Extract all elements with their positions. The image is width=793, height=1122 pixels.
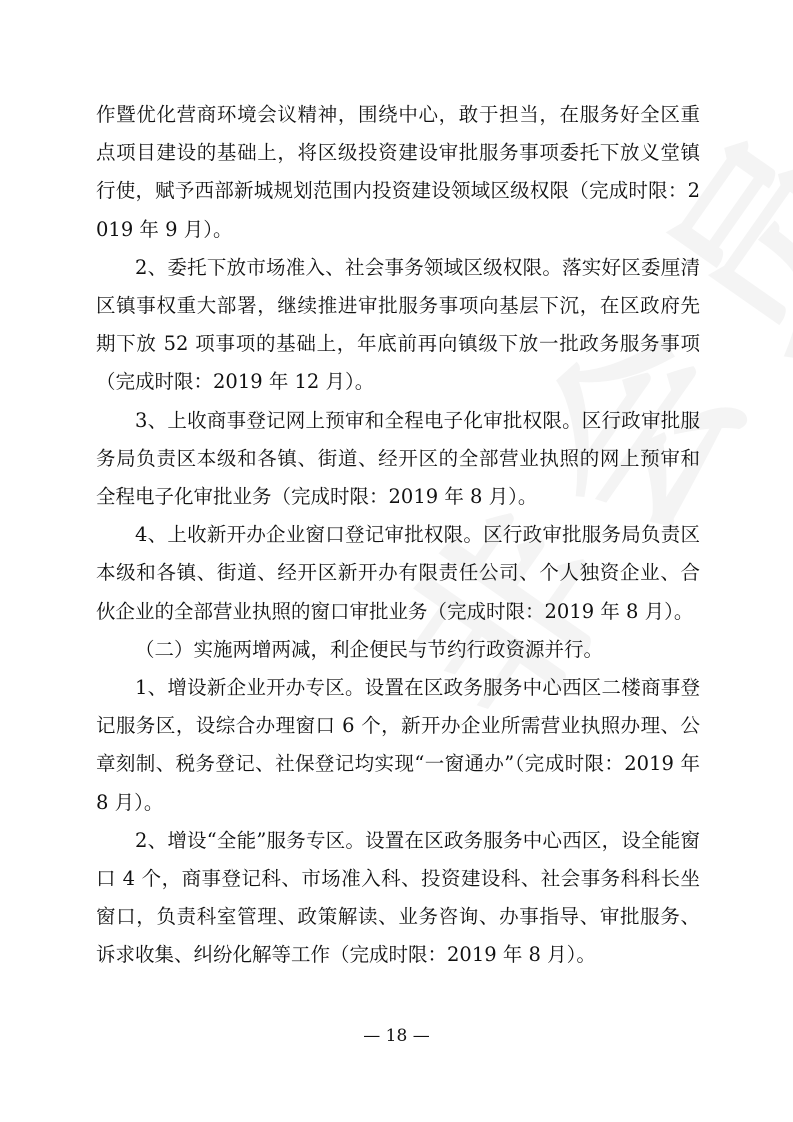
page-number: — 18 —	[363, 1026, 430, 1046]
paragraph-subitem-1: 1、增设新企业开办专区。设置在区政务服务中心西区二楼商事登记服务区，设综合办理窗口 6 个，新开办企业所需营业执照办理、公章刻制、税务登记、社保登记均实现“一窗通办”（完成时限：2019 年 8 月）。	[96, 676, 700, 814]
paragraph-subitem-2: 2、增设“全能”服务专区。设置在区政务服务中心西区，设全能窗口 4 个，商事登记科、市场准入科、投资建设科、社会事务科科长坐窗口，负责科室管理、政策解读、业务咨询、办事指导、审批服务、诉求收集、纠纷化解等工作（完成时限：2019 年 8 月）。	[96, 828, 700, 967]
section-heading: （二）实施两增两减，利企便民与节约行政资源并行。	[135, 637, 604, 661]
document-body	[96, 96, 700, 975]
paragraph-item-4: 4、上收新开办企业窗口登记审批权限。区行政审批服务局负责区本级和各镇、街道、经开区新开办有限责任公司、个人独资企业、合伙企业的全部营业执照的窗口审批业务（完成时限：2019 年 8 月）。	[96, 523, 700, 623]
paragraph-item-3: 3、上收商事登记网上预审和全程电子化审批权限。区行政审批服务局负责区本级和各镇、街道、经开区的全部营业执照的网上预审和全程电子化审批业务（完成时限：2019 年 8 月）。	[96, 408, 700, 509]
paragraph-continuation: 作暨优化营商环境会议精神，围绕中心，敢于担当，在服务好全区重点项目建设的基础上，将区级投资建设审批服务事项委托下放义堂镇行使，赋予西部新城规划范围内投资建设领域区级权限（完成时限：2019 年 9 月）。	[96, 103, 700, 241]
paragraph-item-2: 2、委托下放市场准入、社会事务领域区级权限。落实好区委厘清区镇事权重大部署，继续推进审批服务事项向基层下沉，在区政府先期下放 52 项事项的基础上，年底前再向镇级下放一批政务服务事项（完成时限：2019 年 12 月）。	[96, 255, 700, 394]
